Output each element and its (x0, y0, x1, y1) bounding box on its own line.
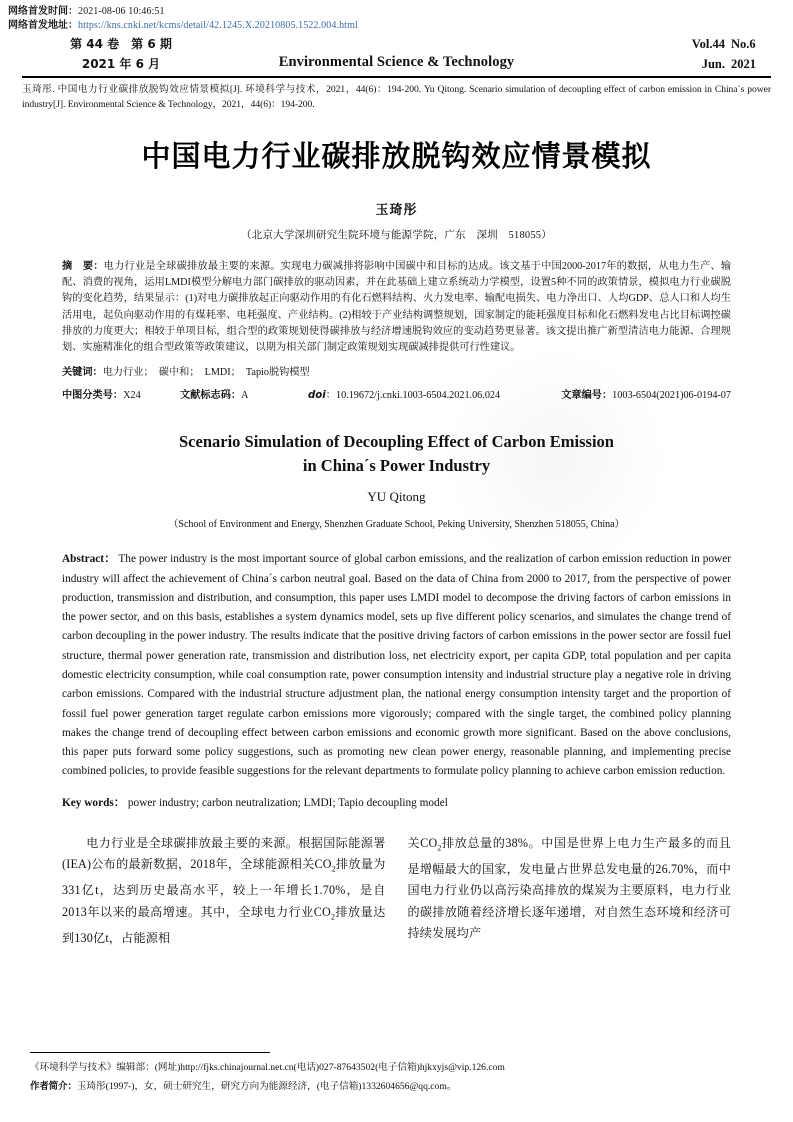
prepublication-info (0, 0, 793, 33)
journal-masthead (22, 34, 771, 74)
abstract-en (62, 550, 731, 782)
doi[interactable] (308, 388, 561, 404)
year-en: 2021 (731, 57, 756, 71)
doi-label: doi (308, 390, 326, 402)
article-number-label: 文章编号： (561, 390, 613, 402)
abstract-text-cn: 电力行业是全球碳排放最主要的来源。实现电力碳减排将影响中国碳中和目标的达成。该文基于中国2000-2017年的数据，从电力生产、输配、消费的视角，运用LMDI模型分解电力部门碳排放的驱动因素，并在此基础上建立系统动力学模型，设置5种不同的政策情景，模拟电力行业碳脱钩的变化趋势，结果显示：(1)对电力碳排放起正向驱动作用的有化石燃料结构、火力发电率、输配电损失、电力净出口、人均GDP、总人口和人均生活用电，起负向驱动作用的有煤耗率、电耗强度、产业结构。(2)相较于产业结构调整规划，国家制定的能耗强度目标和化石燃料发电占比目标调控碳排放的力度更大；相较于单项目标，组合型的政策规划使得碳排放与经济增速脱钩效应的变动趋势更显著。该文提出推广新型清洁电力能源、合理规划、实施精准化的组合型政策等政策建议，以期为相关部门制定政策规划实现碳减排提供可行性建议。 (62, 261, 732, 354)
editorial-contact: 《环境科学与技术》编辑部：(网址)http://fjks.chinajournal.net.cn(电话)027-87643502(电子信箱)hjkxyjs@vip.126.com (30, 1062, 505, 1073)
prepublication-time-value: 2021-08-06 10:46:51 (78, 6, 165, 17)
masthead-divider (22, 76, 771, 78)
keywords-en (62, 794, 731, 813)
page-title-en (90, 430, 703, 478)
document-code-value: A (241, 390, 249, 402)
body-column-right (408, 833, 732, 949)
keywords-label-cn: 关键词： (62, 367, 103, 379)
masthead-right (692, 34, 765, 74)
prepublication-time-label: 网络首发时间： (8, 6, 78, 17)
page-footer (30, 1058, 763, 1096)
body-paragraph-left: 电力行业是全球碳排放最主要的来源。根据国际能源署(IEA)公布的最新数据，2018年，全球能源相关$CO_2$排放量为331亿t，达到历史最高水平，较上一年增长1.70%，是自2013年以来的最高增速。其中，全球电力行业$CO_2$排放量达到130亿t，占能源相 (62, 835, 386, 945)
classification-line (62, 388, 731, 404)
author-name-cn: 玉琦彤 (375, 202, 418, 217)
document-code (180, 388, 308, 404)
prepublication-time-row (8, 5, 793, 19)
keywords-cn (62, 365, 731, 381)
author-bio (30, 1077, 763, 1096)
document-code-label: 文献标志码： (180, 390, 242, 402)
article-number-value: 1003-6504(2021)06-0194-07 (612, 390, 731, 402)
page-title-cn: 中国电力行业碳排放脱钩效应情景模拟 (141, 139, 652, 173)
abstract-cn (62, 259, 731, 356)
body-columns (62, 833, 731, 949)
footer-divider (30, 1052, 270, 1053)
abstract-text-en: The power industry is the most important source of global carbon emissions, and the realization of carbon emission reduction in power industry will affect the achievement of China´s carbon neutral goal. Based on the data of China from 2000 to 2017, from the perspective of power production, transmission and distribution, and consumption, this paper uses LMDI model to decompose the driving factors of carbon emissions in the power sector, and on this basis, establishes a system dynamics model, sets up five different policy scenarios, and simulates the change trend of carbon decoupling in the power industry. The results indicate that the positive driving factors of carbon emissions in the power sector are fossil fuel structure, thermal power generation rate, transmission and distribution loss, net electricity export, per capita GDP, total population and per capita domestic electricity consumption, while coal consumption rate, power consumption intensity and industrial structure play a negative role in driving carbon emissions. Compared with the industrial structure adjustment plan, the national energy consumption intensity target and the proportion of fossil fuel power generation target regulate carbon emissions more vigorously; compared with the single target, the combined policy planning makes the change trend of decoupling effect between carbon emissions and economic growth more significant. Based on the above conclusions, this paper puts forward some policy suggestions, such as promoting new clean power energy, reasonable planning, and implementing precise combined policies, to provide feasible suggestions for the relevant departments to formulate policy planning to achieve carbon emission reduction. (62, 553, 731, 778)
clc-number (62, 388, 180, 404)
page-title-en-line2: in China´s Power Industry (302, 456, 491, 476)
keywords-label-en: Key words： (62, 796, 126, 809)
journal-title-en: Environmental Science & Technology (278, 54, 515, 70)
abstract-label-en: Abstract： (62, 553, 116, 566)
prepublication-url-row (8, 19, 793, 33)
volume-issue-cn: 第 44 卷 第 6 期 (70, 37, 172, 51)
issue-en: No.6 (731, 37, 756, 51)
keywords-text-cn: 电力行业； 碳中和； LMDI； Tapio脱钩模型 (102, 367, 310, 379)
page-title-en-line1: Scenario Simulation of Decoupling Effect of Carbon Emission (179, 432, 614, 452)
author-bio-label: 作者简介： (30, 1081, 77, 1092)
month-en: Jun. (701, 57, 725, 71)
clc-label: 中图分类号： (62, 390, 124, 402)
keywords-text-en: power industry; carbon neutralization; LMDI; Tapio decoupling model (125, 796, 448, 809)
clc-value: X24 (123, 390, 141, 402)
prepublication-url-link[interactable]: https://kns.cnki.net/kcms/detail/42.1245.X.20210805.1522.004.html (78, 20, 358, 31)
publication-date-cn: 2021 年 6 月 (81, 57, 161, 71)
author-affiliation-en: （School of Environment and Energy, Shenzhen Graduate School, Peking University, Shenzhen 518055, China） (168, 519, 625, 531)
volume-en: Vol.44 (691, 37, 725, 51)
author-affiliation-cn: （北京大学深圳研究生院环境与能源学院，广东 深圳 518055） (241, 230, 552, 241)
abstract-label-cn: 摘 要： (62, 261, 104, 272)
citation-block: 玉琦彤. 中国电力行业碳排放脱钩效应情景模拟[J]. 环境科学与技术，2021，44(6)：194-200. Yu Qitong. Scenario simulation of decoupling effect of carbon emission in China´s power industry[J]. Environmental Science & Technology，2021，44(6)：194-200. (22, 84, 771, 110)
body-column-left (62, 833, 386, 949)
author-name-en: YU Qitong (367, 489, 426, 505)
body-paragraph-right: 关$CO_2$排放总量的38%。中国是世界上电力生产最多的而且是增幅最大的国家，发电量占世界总发电量的26.70%，而中国电力行业仍以高污染高排放的煤炭为主要原料，电力行业的碳排放随着经济增长逐年递增，对自然生态环境和经济可持续发展均产 (407, 835, 732, 941)
author-bio-text: 玉琦彤(1997-)，女，硕士研究生，研究方向为能源经济，(电子信箱)1332604656@qq.com。 (76, 1081, 457, 1092)
prepublication-url-label: 网络首发地址： (8, 20, 78, 31)
article-number (561, 388, 731, 404)
doi-value: ：10.19672/j.cnki.1003-6504.2021.06.024 (325, 390, 501, 402)
